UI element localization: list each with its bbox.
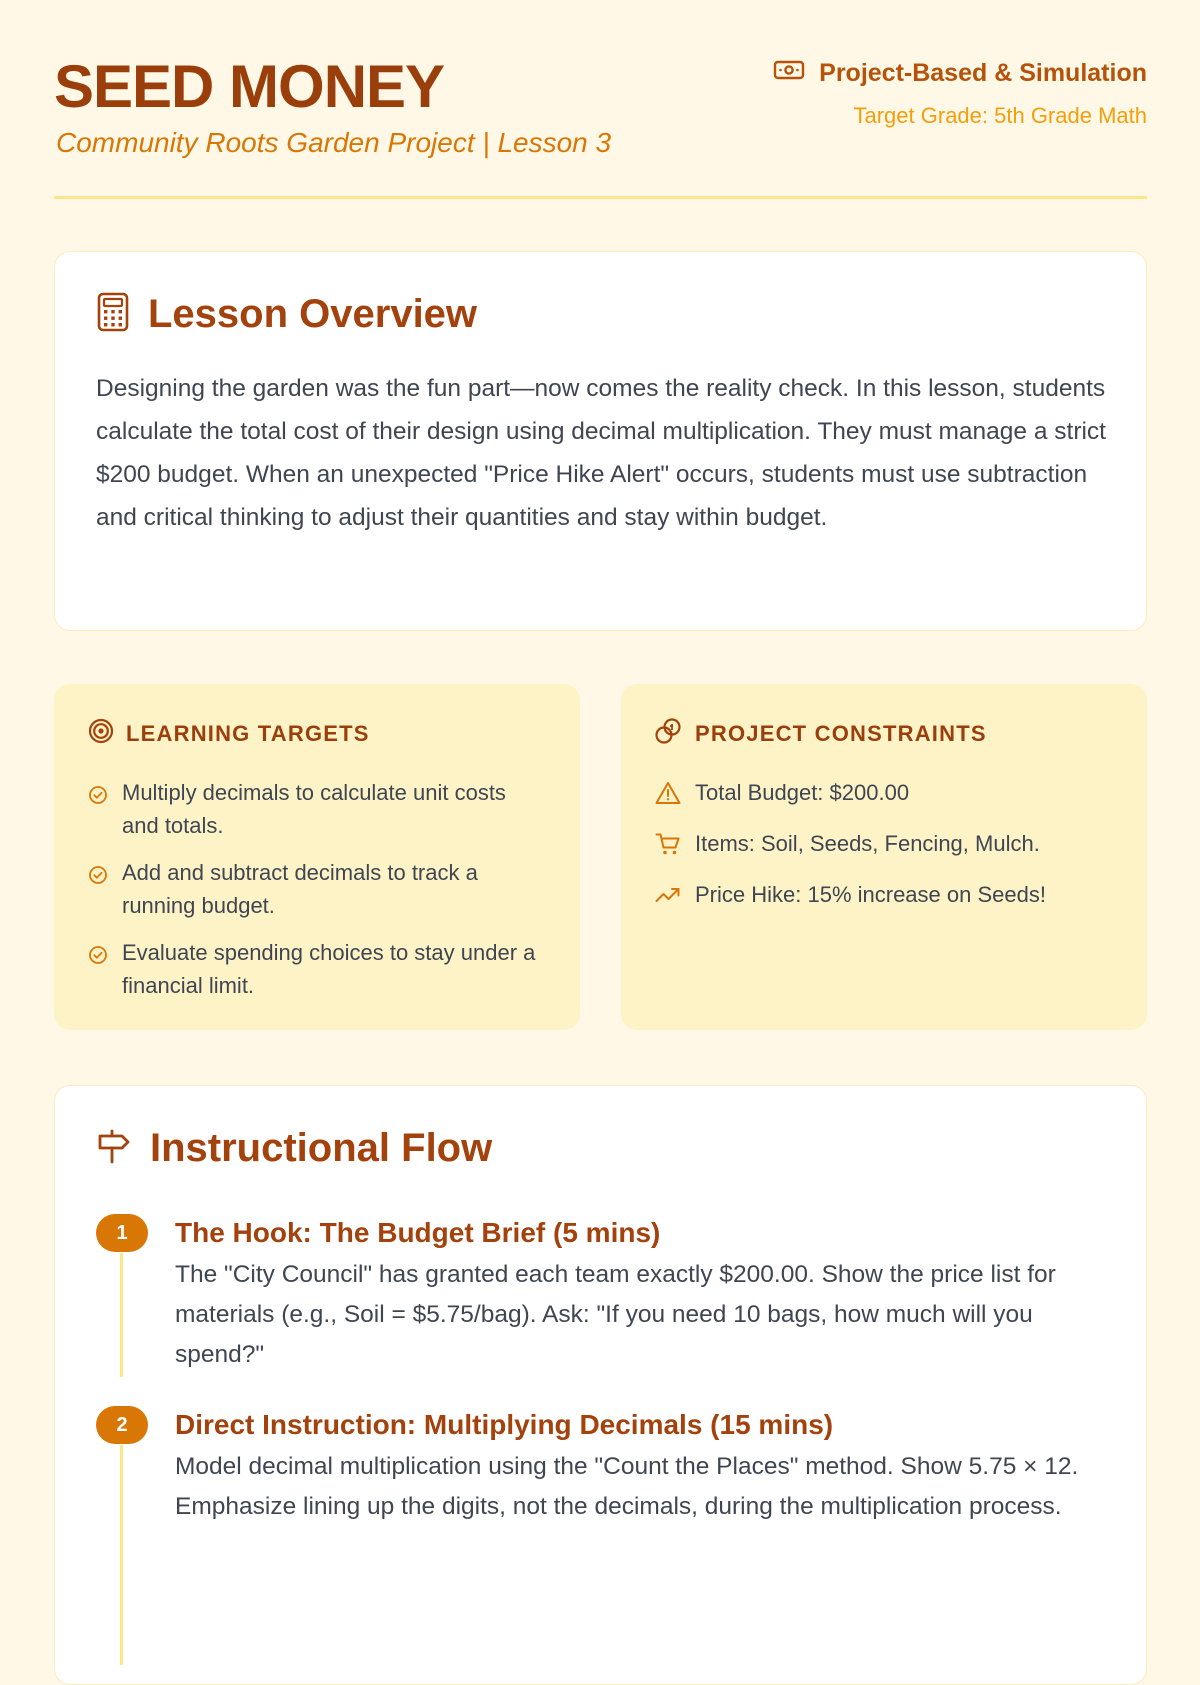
constraint-text: Price Hike: 15% increase on Seeds! — [695, 882, 1046, 907]
lesson-header — [54, 0, 1147, 199]
constraint-text: Items: Soil, Seeds, Fencing, Mulch. — [695, 831, 1040, 856]
learning-targets-header — [88, 718, 548, 750]
flow-header — [96, 1126, 1106, 1171]
target-grade: Target Grade: 5th Grade Math — [853, 103, 1147, 128]
step-text: The "City Council" has granted each team exactly $200.00. Show the price list for materials (e.g., Soil = $5.75/bag). Ask: "If you need 10 bags, how much will you spend?" — [175, 1261, 1056, 1368]
step-number: 2 — [96, 1406, 148, 1444]
learning-targets-panel — [54, 684, 580, 1030]
overview-text: Designing the garden was the fun part—now comes the reality check. In this lesson, students calculate the total cost of their design using decimal multiplication. They must manage a strict $200 budget. When an unexpected "Price Hike Alert" occurs, students must use subtraction and critical thinking to adjust their quantities and stay within budget. — [96, 375, 1106, 531]
step-title: Direct Instruction: Multiplying Decimals (15 mins) — [175, 1409, 834, 1440]
list-item — [88, 856, 548, 922]
overview-heading: Lesson Overview — [148, 292, 478, 336]
cart-icon — [655, 832, 681, 865]
flow-step — [96, 1213, 1106, 1375]
warning-icon — [655, 781, 681, 814]
project-constraints-list — [655, 776, 1115, 916]
overview-header — [96, 292, 1106, 337]
flow-heading: Instructional Flow — [150, 1126, 493, 1170]
flow-step — [96, 1405, 1106, 1527]
page-title: SEED MONEY — [54, 53, 445, 120]
project-constraints-panel — [621, 684, 1147, 1030]
learning-target-text: Multiply decimals to calculate unit costs and totals. — [122, 780, 506, 838]
list-item — [88, 776, 548, 842]
learning-targets-list — [88, 776, 548, 1002]
learning-targets-heading: LEARNING TARGETS — [126, 721, 370, 746]
lesson-format — [773, 58, 1147, 89]
step-connector — [120, 1253, 123, 1377]
trend-up-icon — [655, 883, 681, 916]
check-circle-icon — [88, 941, 108, 974]
step-number: 1 — [96, 1214, 148, 1252]
calculator-icon — [96, 292, 130, 337]
step-connector — [120, 1445, 123, 1665]
list-item — [88, 936, 548, 1002]
check-circle-icon — [88, 861, 108, 894]
instructional-flow-card — [54, 1085, 1147, 1685]
coins-icon — [655, 718, 683, 750]
project-constraints-heading: PROJECT CONSTRAINTS — [695, 721, 987, 746]
lesson-overview-card — [54, 251, 1147, 631]
page-subtitle: Community Roots Garden Project | Lesson 3 — [56, 127, 612, 158]
learning-target-text: Add and subtract decimals to track a running budget. — [122, 860, 478, 918]
lesson-page — [54, 0, 1147, 1520]
step-title: The Hook: The Budget Brief (5 mins) — [175, 1217, 661, 1248]
check-circle-icon — [88, 781, 108, 814]
list-item — [655, 878, 1115, 916]
signpost-icon — [96, 1128, 132, 1169]
target-icon — [88, 718, 114, 750]
list-item — [655, 776, 1115, 814]
project-constraints-header — [655, 718, 1115, 750]
lesson-format-label: Project-Based & Simulation — [819, 59, 1147, 87]
list-item — [655, 827, 1115, 865]
lesson-meta — [773, 58, 1147, 129]
money-bill-icon — [773, 58, 805, 89]
flow-steps — [96, 1213, 1106, 1527]
learning-target-text: Evaluate spending choices to stay under a financial limit. — [122, 940, 536, 998]
constraint-text: Total Budget: $200.00 — [695, 780, 910, 805]
step-text: Model decimal multiplication using the "Count the Places" method. Show 5.75 × 12. Emphasize lining up the digits, not the decimals, during the multiplication process. — [175, 1453, 1079, 1520]
